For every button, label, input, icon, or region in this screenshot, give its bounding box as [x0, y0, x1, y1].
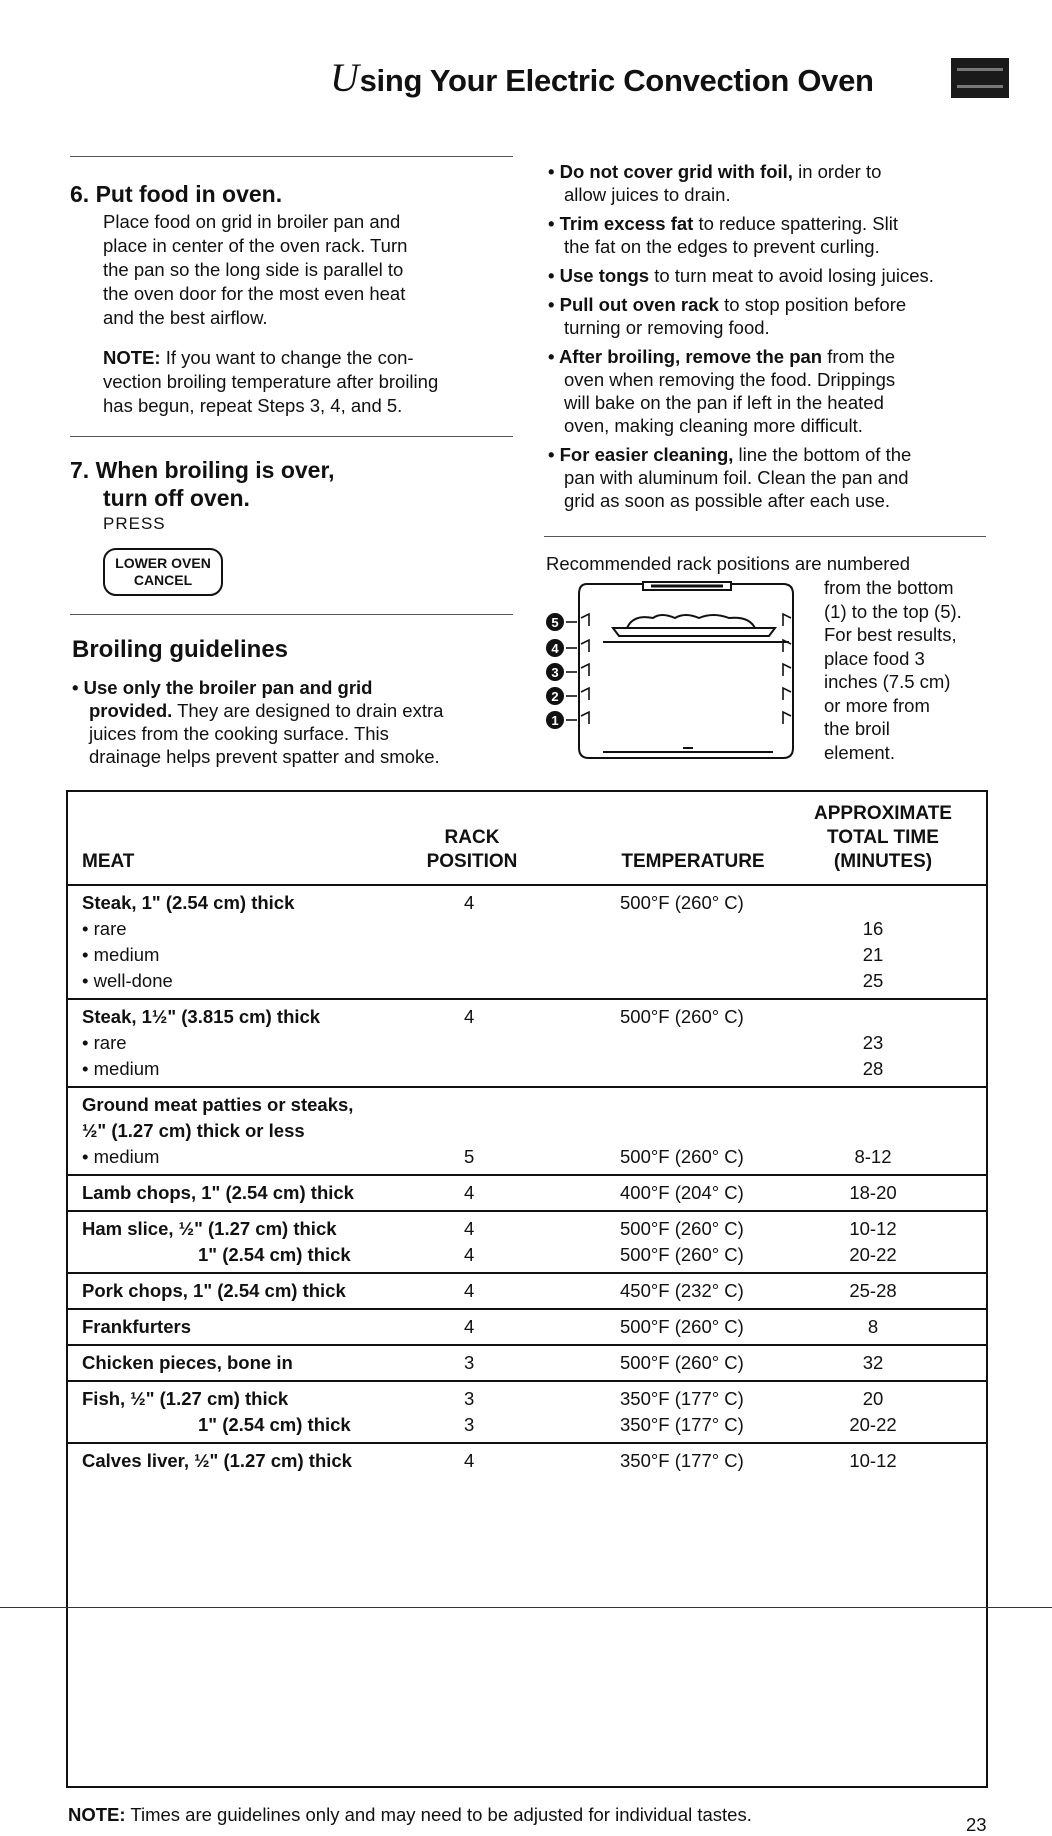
row-divider [68, 1086, 986, 1088]
text-line: inches (7.5 cm) [824, 671, 951, 692]
meat-cell: Ham slice, ½" (1.27 cm) thick [82, 1218, 337, 1239]
text-line: Place food on grid in broiler pan and [103, 211, 401, 232]
row-divider [68, 1380, 986, 1382]
temperature-cell: 500°F (260° C) [620, 1146, 744, 1167]
col-header-meat: MEAT [82, 851, 135, 872]
tip-bold-text: Trim excess fat [559, 213, 694, 234]
tip-list-item: • After broiling, remove the pan from the oven when removing the food. Drippings will bake on the pan if left in the heated oven, making cleaning more difficult. [548, 345, 1028, 437]
text-line: the oven door for the most even heat [103, 283, 406, 304]
time-cell: 8-12 [854, 1146, 892, 1167]
meat-cell: • medium [82, 944, 160, 965]
meat-cell: • medium [82, 1146, 160, 1167]
time-cell: 25 [862, 970, 884, 991]
temperature-cell: 350°F (177° C) [620, 1414, 744, 1435]
tip-bold-text: After broiling, remove the pan [558, 346, 823, 367]
rack-cell: 4 [464, 1218, 475, 1239]
time-cell: 25-28 [849, 1280, 897, 1301]
tip-text-line: pan with aluminum foil. Clean the pan and [564, 467, 909, 488]
bullet-bold: Use only the broiler pan and grid [83, 677, 373, 698]
rack-number: 2 [551, 689, 559, 704]
lower-oven-cancel-button[interactable] [103, 548, 223, 596]
button-label: LOWER OVEN [115, 555, 211, 571]
rack-number: 4 [551, 641, 559, 656]
meat-cell: Steak, 1½" (3.815 cm) thick [82, 1006, 321, 1027]
time-cell: 23 [862, 1032, 884, 1053]
divider [70, 436, 513, 437]
temperature-cell: 500°F (260° C) [620, 1006, 744, 1027]
meat-cell: Lamb chops, 1" (2.54 cm) thick [82, 1182, 354, 1203]
header-line: RACK [444, 827, 500, 848]
temperature-cell: 350°F (177° C) [620, 1388, 744, 1409]
meat-cell: • rare [82, 1032, 127, 1053]
press-label: PRESS [103, 514, 166, 533]
time-cell: 10-12 [849, 1218, 897, 1239]
time-cell: 21 [862, 944, 884, 965]
time-cell: 20-22 [849, 1414, 897, 1435]
row-divider [68, 998, 986, 1000]
temperature-cell: 350°F (177° C) [620, 1450, 744, 1471]
temperature-cell: 500°F (260° C) [620, 1244, 744, 1265]
bullet-text: drainage helps prevent spatter and smoke. [89, 746, 440, 767]
bullet-text: juices from the cooking surface. This [89, 723, 389, 744]
time-cell: 10-12 [849, 1450, 897, 1471]
meat-cell: Frankfurters [82, 1316, 191, 1337]
rack-number: 5 [551, 615, 559, 630]
rack-description [824, 576, 962, 764]
tips-list [548, 160, 1028, 512]
text-line: the broil [824, 718, 890, 739]
row-divider [68, 1210, 986, 1212]
text-line: vection broiling temperature after broiling [103, 371, 439, 392]
text-line: place in center of the oven rack. Turn [103, 235, 408, 256]
tip-list-item: • Use tongs to turn meat to avoid losing juices. [548, 265, 934, 286]
bottom-edge-line [0, 1607, 1052, 1608]
tip-text-line: the fat on the edges to prevent curling. [564, 236, 880, 257]
text-line: If you want to change the con- [160, 347, 414, 368]
step7-heading: 7. When broiling is over, [70, 457, 335, 483]
bullet-text: They are designed to drain extra [172, 700, 444, 721]
meat-cell: • well-done [82, 970, 173, 991]
text-line: or more from [824, 694, 930, 716]
rack-cell: 3 [464, 1352, 475, 1373]
step6-note [103, 346, 438, 418]
rack-cell: 4 [464, 892, 475, 913]
time-cell: 18-20 [849, 1182, 897, 1203]
row-divider [68, 1442, 986, 1444]
text-line: element. [824, 741, 895, 763]
col-header-temperature: TEMPERATURE [621, 851, 765, 872]
text-line: (1) to the top (5). [824, 600, 962, 622]
tip-text-line: turning or removing food. [564, 317, 770, 338]
time-cell: 8 [867, 1316, 879, 1337]
tip-text: from the [822, 346, 896, 367]
button-label: CANCEL [133, 572, 193, 588]
food-icon [627, 615, 755, 628]
meat-cell: Calves liver, ½" (1.27 cm) thick [82, 1450, 352, 1471]
divider [544, 536, 986, 537]
broiling-bullet: • Use only the broiler pan and grid provided. They are designed to drain extra juices from the cooking surface. This drainage helps prevent spatter and smoke. [72, 677, 444, 767]
tip-bold-text: Use tongs [559, 265, 650, 286]
text-line: has begun, repeat Steps 3, 4, and 5. [103, 395, 403, 416]
row-divider [68, 1344, 986, 1346]
note-label: NOTE: [68, 1804, 126, 1825]
temperature-cell: 400°F (204° C) [620, 1182, 744, 1203]
title-initial: U [330, 55, 359, 100]
header-logo-block [951, 58, 1009, 98]
tip-text: in order to [792, 161, 882, 182]
row-divider [68, 884, 986, 886]
meat-cell: Steak, 1" (2.54 cm) thick [82, 892, 295, 913]
time-cell: 16 [862, 918, 884, 939]
step6-body [103, 210, 407, 330]
bullet-bold: provided. [89, 700, 173, 721]
rack-cell: 4 [464, 1450, 475, 1471]
tip-text: to reduce spattering. Slit [693, 213, 898, 234]
rack-cell: 4 [464, 1316, 475, 1337]
time-cell: 20 [862, 1388, 884, 1409]
meat-cell: 1" (2.54 cm) thick [198, 1414, 351, 1435]
broiling-guidelines-heading: Broiling guidelines [72, 636, 289, 663]
header-line: TOTAL TIME [827, 827, 939, 848]
note-label: NOTE: [103, 347, 161, 368]
step6-heading: 6. Put food in oven. [70, 181, 283, 207]
text-line: the pan so the long side is parallel to [103, 259, 404, 280]
title-text: sing Your Electric Convection Oven [359, 63, 874, 98]
page-title [330, 54, 874, 101]
meat-cell: • medium [82, 1058, 160, 1079]
tip-bold-text: Pull out oven rack [559, 294, 719, 315]
text-line: place food 3 [824, 647, 925, 669]
step7-heading-2: turn off oven. [103, 485, 250, 511]
meat-cell: Fish, ½" (1.27 cm) thick [82, 1388, 289, 1409]
rack-number: 1 [551, 713, 559, 728]
tip-text-line: oven when removing the food. Drippings [564, 369, 896, 390]
meat-cell: • rare [82, 918, 127, 939]
time-cell: 28 [862, 1058, 884, 1079]
text-line: and the best airflow. [103, 307, 268, 328]
tip-list-item: • For easier cleaning, line the bottom of the pan with aluminum foil. Clean the pan and grid as soon as possible after each use. [548, 443, 1028, 512]
rack-cell: 4 [464, 1182, 475, 1203]
col-header-rack [412, 826, 532, 874]
meat-cell: Pork chops, 1" (2.54 cm) thick [82, 1280, 346, 1301]
time-cell: 20-22 [849, 1244, 897, 1265]
tip-text-line: grid as soon as possible after each use. [564, 490, 890, 511]
text-line: from the bottom [824, 577, 954, 598]
tip-list-item: • Do not cover grid with foil, in order to allow juices to drain. [548, 160, 1028, 206]
tip-text-line: allow juices to drain. [564, 184, 731, 205]
rack-cell: 4 [464, 1280, 475, 1301]
time-cell: 32 [862, 1352, 884, 1373]
oven-rack-diagram [543, 578, 813, 768]
meat-cell: 1" (2.54 cm) thick [198, 1244, 351, 1265]
tip-bold-text: For easier cleaning, [559, 444, 734, 465]
rack-cell: 4 [464, 1244, 475, 1265]
tip-text-line: will bake on the pan if left in the heated [564, 392, 884, 413]
meat-cell: Chicken pieces, bone in [82, 1352, 293, 1373]
meat-cell: ½" (1.27 cm) thick or less [82, 1120, 305, 1141]
broiling-table [66, 790, 988, 1788]
meat-cell: Ground meat patties or steaks, [82, 1094, 354, 1115]
tip-list-item: • Trim excess fat to reduce spattering. Slit the fat on the edges to prevent curling. [548, 212, 1028, 258]
broiler-pan-icon [613, 628, 775, 636]
tip-text: to turn meat to avoid losing juices. [649, 265, 934, 286]
temperature-cell: 500°F (260° C) [620, 1352, 744, 1373]
tip-text: to stop position before [718, 294, 907, 315]
note-text: Times are guidelines only and may need to be adjusted for individual tastes. [125, 1804, 752, 1825]
temperature-cell: 450°F (232° C) [620, 1280, 744, 1301]
oven-cavity-outline [579, 584, 793, 758]
row-divider [68, 1174, 986, 1176]
row-divider [68, 1308, 986, 1310]
temperature-cell: 500°F (260° C) [620, 1218, 744, 1239]
rack-intro: Recommended rack positions are numbered [546, 553, 911, 574]
header-line: (MINUTES) [833, 851, 933, 872]
page-number: 23 [966, 1814, 987, 1835]
rack-cell: 3 [464, 1414, 475, 1435]
table-header [68, 792, 986, 884]
divider [70, 156, 513, 157]
header-line: POSITION [426, 851, 518, 872]
row-divider [68, 1272, 986, 1274]
rack-cell: 5 [464, 1146, 475, 1167]
tip-list-item: • Pull out oven rack to stop position before turning or removing food. [548, 293, 1028, 339]
tip-text: line the bottom of the [733, 444, 912, 465]
tip-bold-text: Do not cover grid with foil, [559, 161, 793, 182]
rack-number: 3 [551, 665, 559, 680]
rack-cell: 3 [464, 1388, 475, 1409]
temperature-cell: 500°F (260° C) [620, 892, 744, 913]
footer-note [68, 1804, 752, 1826]
temperature-cell: 500°F (260° C) [620, 1316, 744, 1337]
col-header-time [788, 802, 978, 874]
divider [70, 614, 513, 615]
header-line: APPROXIMATE [814, 803, 952, 824]
tip-text-line: oven, making cleaning more difficult. [564, 415, 863, 436]
text-line: For best results, [824, 624, 957, 645]
rack-cell: 4 [464, 1006, 475, 1027]
